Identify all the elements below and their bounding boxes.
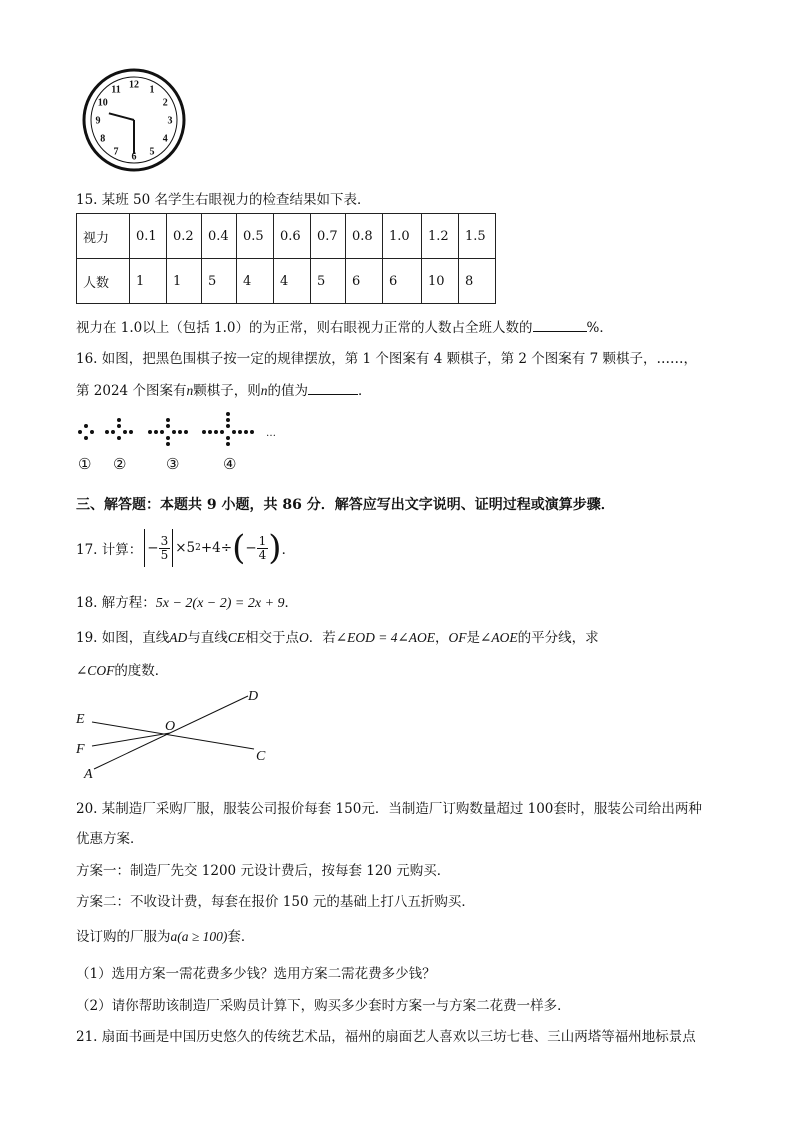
table-cell: 5 — [311, 259, 346, 304]
clock-number: 3 — [167, 115, 173, 127]
q18 — [76, 591, 298, 612]
q16-line1: 16. 如图，把黑色围棋子按一定的规律摆放，第 1 个图案有 4 颗棋子，第 2 个图案有 7 颗棋子，……， — [76, 351, 697, 367]
table-cell: 1.2 — [422, 214, 459, 259]
clock-number: 7 — [113, 146, 119, 158]
table-header-count: 人数 — [77, 259, 130, 304]
pattern-label-4: ④ — [223, 455, 237, 473]
label-C: C — [256, 749, 266, 764]
q19-text: ．若 — [308, 630, 336, 646]
q17-times: ×5 — [175, 540, 196, 556]
frac-denominator: 5 — [160, 547, 169, 562]
q15-stem: 15. 某班 50 名学生右眼视力的检查结果如下表． — [76, 192, 371, 208]
q15-conclusion-suffix: %． — [586, 320, 613, 336]
clock-figure — [80, 68, 190, 178]
q20-setup-text: 套． — [227, 929, 255, 945]
q19-angle-COF: ∠COF — [76, 663, 115, 678]
table-cell: 0.7 — [311, 214, 346, 259]
fraction-3-5 — [159, 535, 171, 561]
table-row — [77, 214, 496, 259]
paren-left: ( — [232, 528, 246, 568]
q20-sub1: （1）选用方案一需花费多少钱？选用方案二需花费多少钱？ — [76, 966, 436, 982]
clock-number: 1 — [149, 84, 155, 96]
q19-text: 相交于点 — [245, 630, 300, 646]
q17-minus-2: − — [245, 540, 257, 556]
ray-OF — [92, 733, 170, 746]
section-3-heading: 三、解答题：本题共 9 小题，共 86 分．解答应写出文字说明、证明过程或演算步骤． — [76, 497, 615, 513]
table-header-vision: 视力 — [77, 214, 130, 259]
clock-number: 9 — [95, 115, 101, 127]
clock-number: 5 — [149, 146, 155, 158]
q19-line2 — [76, 659, 168, 679]
clock-hour-hand — [109, 113, 134, 120]
frac-numerator: 3 — [160, 533, 169, 548]
q16-var-n: n — [186, 383, 194, 398]
go-stone-patterns — [70, 408, 290, 448]
table-cell: 6 — [346, 259, 383, 304]
pattern-label-3: ③ — [166, 455, 180, 473]
table-cell: 1.0 — [383, 214, 422, 259]
label-E: E — [76, 712, 85, 727]
clock-number: 11 — [111, 84, 121, 96]
q19-condition: ∠EOD = 4∠AOE — [335, 630, 436, 645]
table-cell: 0.4 — [202, 214, 237, 259]
vision-table — [76, 213, 496, 304]
label-F: F — [76, 742, 85, 757]
table-cell: 5 — [202, 259, 237, 304]
q19-text: 是 — [466, 630, 481, 646]
paren-right: ) — [268, 528, 282, 568]
table-cell: 6 — [383, 259, 422, 304]
table-cell: 1.5 — [459, 214, 496, 259]
q20-line1: 20. 某制造厂采购厂服，服装公司报价每套 150元．当制造厂订购数量超过 100套时，服装公司给出两种 — [76, 801, 702, 817]
clock-number: 8 — [100, 133, 106, 145]
q16-var-n-2: n — [260, 383, 268, 398]
q18-prefix: 18. 解方程： — [76, 595, 156, 611]
q20-plan1: 方案一：制造厂先交 1200 元设计费后，按每套 120 元购买． — [76, 863, 451, 879]
q19-text: 与直线 — [187, 630, 228, 646]
table-cell: 10 — [422, 259, 459, 304]
table-cell: 1 — [167, 259, 202, 304]
q18-suffix: ． — [284, 595, 299, 611]
q19-figure — [70, 683, 290, 783]
table-cell: 4 — [274, 259, 311, 304]
answer-blank[interactable] — [533, 317, 587, 332]
q17 — [76, 528, 295, 568]
label-D: D — [248, 689, 259, 704]
q19-text: 的平分线，求 — [517, 630, 599, 646]
q17-prefix: 17. 计算： — [76, 542, 143, 558]
table-cell: 0.5 — [237, 214, 274, 259]
q16-line2-mid: 颗棋子，则 — [193, 383, 261, 399]
table-cell: 4 — [237, 259, 274, 304]
q20-line2: 优惠方案． — [76, 831, 144, 847]
abs-bar-left — [144, 529, 145, 567]
q19-text: 19. 如图，直线 — [76, 630, 170, 646]
q19-OF: OF — [448, 630, 467, 645]
label-O: O — [165, 719, 176, 734]
table-cell: 1 — [130, 259, 167, 304]
answer-blank[interactable] — [308, 380, 358, 395]
clock-number: 2 — [162, 97, 168, 109]
q17-minus: − — [147, 540, 159, 556]
q19-line1 — [76, 626, 599, 646]
q16-line2-text: 第 2024 个图案有 — [76, 383, 187, 399]
q16-period: ． — [357, 383, 372, 399]
fraction-1-4 — [257, 535, 269, 561]
table-cell: 0.8 — [346, 214, 383, 259]
clock-number: 10 — [97, 97, 108, 109]
q19-text: ， — [435, 630, 449, 646]
table-cell: 8 — [459, 259, 496, 304]
q19-text: 的度数． — [114, 663, 169, 679]
q18-equation: 5x − 2(x − 2) = 2x + 9 — [155, 596, 285, 611]
q19-angle-AOE: ∠AOE — [480, 630, 518, 645]
frac-numerator: 1 — [258, 533, 267, 548]
q15-conclusion — [76, 316, 613, 336]
pattern-ellipsis: … — [266, 428, 276, 439]
q17-suffix: ． — [281, 542, 296, 558]
q20-sub2: （2）请你帮助该制造厂采购员计算下，购买多少套时方案一与方案二花费一样多． — [76, 998, 571, 1014]
label-A: A — [84, 767, 93, 782]
pattern-label-2: ② — [113, 455, 127, 473]
q15-conclusion-text: 视力在 1.0以上（包括 1.0）的为正常，则右眼视力正常的人数占全班人数的 — [76, 320, 533, 336]
q20-plan2: 方案二：不收设计费，每套在报价 150 元的基础上打八五折购买． — [76, 894, 475, 910]
pattern-4 — [202, 412, 254, 446]
pattern-label-1: ① — [78, 455, 92, 473]
q17-plus: +4÷ — [200, 540, 233, 556]
q19-O: O — [299, 630, 309, 645]
clock-number: 4 — [162, 133, 168, 145]
frac-denominator: 4 — [258, 547, 267, 562]
table-cell: 0.1 — [130, 214, 167, 259]
q17-exponent: 2 — [195, 543, 201, 553]
clock-number: 6 — [131, 151, 137, 163]
table-row — [77, 259, 496, 304]
q16-line2 — [76, 379, 371, 399]
pattern-3 — [148, 418, 188, 446]
q19-AD: AD — [169, 630, 188, 645]
table-cell: 0.6 — [274, 214, 311, 259]
pattern-2 — [105, 418, 133, 440]
q20-setup — [76, 925, 254, 945]
table-cell: 0.2 — [167, 214, 202, 259]
clock-number: 12 — [129, 79, 139, 91]
q21-line1: 21. 扇面书画是中国历史悠久的传统艺术品，福州的扇面艺人喜欢以三坊七巷、三山两塔等福州地标景点 — [76, 1029, 696, 1045]
q20-setup-math: a(a ≥ 100) — [170, 929, 228, 944]
q16-line2-post: 的值为 — [267, 383, 308, 399]
q20-setup-text: 设订购的厂服为 — [76, 929, 171, 945]
q19-CE: CE — [227, 630, 246, 645]
abs-bar-right — [172, 529, 173, 567]
pattern-1 — [78, 424, 94, 440]
